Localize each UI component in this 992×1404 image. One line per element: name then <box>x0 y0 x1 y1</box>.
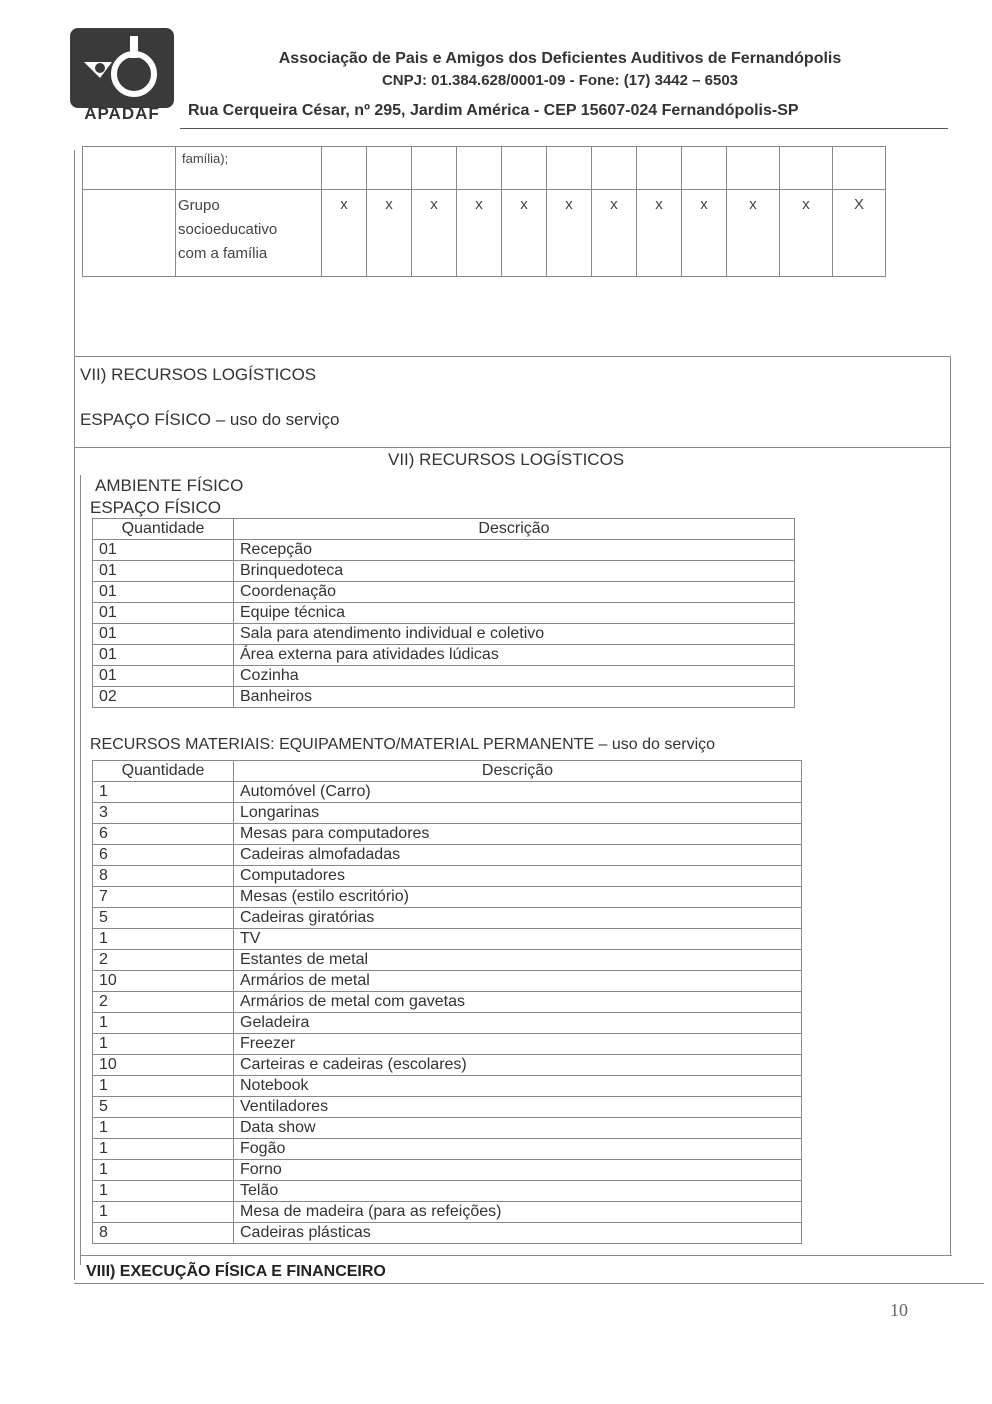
quantity-cell: 8 <box>93 1223 234 1244</box>
espaco-label: ESPAÇO FÍSICO <box>90 498 221 517</box>
table-row <box>93 561 795 582</box>
quantity-header: Quantidade <box>93 519 234 540</box>
description-header: Descrição <box>234 761 802 782</box>
frame-bottom-border <box>80 1255 952 1256</box>
description-cell: Estantes de metal <box>234 950 802 971</box>
table-row <box>93 645 795 666</box>
physical-space-rows <box>93 540 795 708</box>
description-cell: Longarinas <box>234 803 802 824</box>
description-cell: Notebook <box>234 1076 802 1097</box>
table-row <box>93 1097 802 1118</box>
quantity-cell: 1 <box>93 1034 234 1055</box>
frame-left-border <box>80 475 81 1265</box>
quantity-cell: 1 <box>93 1139 234 1160</box>
section-title: VII) RECURSOS LOGÍSTICOS <box>80 365 317 384</box>
description-cell: Mesa de madeira (para as refeições) <box>234 1202 802 1223</box>
month-mark: x <box>502 190 547 277</box>
materials-rows <box>93 782 802 1244</box>
description-cell: Equipe técnica <box>234 603 795 624</box>
description-cell: Cadeiras plásticas <box>234 1223 802 1244</box>
table-row <box>93 887 802 908</box>
quantity-cell: 8 <box>93 866 234 887</box>
header-divider <box>180 128 948 129</box>
table-row <box>93 687 795 708</box>
quantity-cell: 01 <box>93 666 234 687</box>
description-cell: Mesas para computadores <box>234 824 802 845</box>
apadaf-logo <box>70 28 174 108</box>
table-row <box>93 624 795 645</box>
table-row <box>83 147 886 190</box>
month-mark: x <box>727 190 780 277</box>
quantity-cell: 01 <box>93 561 234 582</box>
quantity-cell: 02 <box>93 687 234 708</box>
physical-space-table <box>92 518 795 708</box>
ambiente-label: AMBIENTE FÍSICO <box>95 476 244 495</box>
table-row <box>93 908 802 929</box>
quantity-cell: 1 <box>93 1160 234 1181</box>
table-header-row <box>93 761 802 782</box>
description-cell: Armários de metal <box>234 971 802 992</box>
description-cell: Ventiladores <box>234 1097 802 1118</box>
quantity-cell: 10 <box>93 1055 234 1076</box>
page-left-border <box>74 150 75 1280</box>
month-mark: x <box>592 190 637 277</box>
table-row <box>93 866 802 887</box>
month-mark: x <box>457 190 502 277</box>
month-mark: x <box>412 190 457 277</box>
table-row <box>93 950 802 971</box>
month-mark: x <box>637 190 682 277</box>
quantity-cell: 01 <box>93 624 234 645</box>
table-row <box>93 971 802 992</box>
description-cell: Forno <box>234 1160 802 1181</box>
quantity-cell: 1 <box>93 1013 234 1034</box>
description-cell: Coordenação <box>234 582 795 603</box>
table-row <box>93 1139 802 1160</box>
table-row <box>93 1055 802 1076</box>
description-cell: Cozinha <box>234 666 795 687</box>
quantity-cell: 2 <box>93 992 234 1013</box>
month-mark: x <box>367 190 412 277</box>
quantity-cell: 1 <box>93 782 234 803</box>
quantity-cell: 01 <box>93 582 234 603</box>
quantity-cell: 01 <box>93 540 234 561</box>
page-number: 10 <box>890 1300 908 1320</box>
quantity-cell: 01 <box>93 645 234 666</box>
description-cell: Computadores <box>234 866 802 887</box>
description-cell: Mesas (estilo escritório) <box>234 887 802 908</box>
table-row <box>93 803 802 824</box>
table-row <box>93 666 795 687</box>
section8-underline <box>74 1283 984 1284</box>
quantity-cell: 1 <box>93 1076 234 1097</box>
table-row <box>83 190 886 277</box>
org-name: Associação de Pais e Amigos dos Deficientes Auditivos de Fernandópolis <box>278 50 842 67</box>
table-row <box>93 1076 802 1097</box>
quantity-cell: 6 <box>93 824 234 845</box>
materials-table <box>92 760 802 1244</box>
table-row <box>93 992 802 1013</box>
logo-emblem-icon <box>70 28 174 108</box>
month-mark: x <box>322 190 367 277</box>
table-row <box>93 1118 802 1139</box>
table-row <box>93 1013 802 1034</box>
table-row <box>93 540 795 561</box>
table-row <box>93 929 802 950</box>
description-cell: Cadeiras giratórias <box>234 908 802 929</box>
table-row <box>93 1181 802 1202</box>
activity-label: família); <box>182 151 229 166</box>
quantity-cell: 7 <box>93 887 234 908</box>
table-row <box>93 582 795 603</box>
description-cell: Geladeira <box>234 1013 802 1034</box>
cnpj-phone: CNPJ: 01.384.628/0001-09 - Fone: (17) 3442 – 6503 <box>381 72 739 89</box>
description-cell: TV <box>234 929 802 950</box>
description-cell: Brinquedoteca <box>234 561 795 582</box>
table-row <box>93 824 802 845</box>
description-cell: Fogão <box>234 1139 802 1160</box>
quantity-cell: 2 <box>93 950 234 971</box>
activity-label: Grupo socioeducativo com a família <box>178 197 278 262</box>
quantity-cell: 1 <box>93 929 234 950</box>
quantity-header: Quantidade <box>93 761 234 782</box>
description-cell: Telão <box>234 1181 802 1202</box>
description-cell: Sala para atendimento individual e coletivo <box>234 624 795 645</box>
table-row <box>93 1160 802 1181</box>
description-cell: Cadeiras almofadadas <box>234 845 802 866</box>
quantity-cell: 10 <box>93 971 234 992</box>
month-mark: x <box>682 190 727 277</box>
table-row <box>93 1034 802 1055</box>
section-title-repeat: VII) RECURSOS LOGÍSTICOS <box>388 450 625 469</box>
description-cell: Recepção <box>234 540 795 561</box>
table-row <box>93 845 802 866</box>
month-mark: x <box>780 190 833 277</box>
section8-title: VIII) EXECUÇÃO FÍSICA E FINANCEIRO <box>86 1263 386 1280</box>
quantity-cell: 3 <box>93 803 234 824</box>
quantity-cell: 01 <box>93 603 234 624</box>
address: Rua Cerqueira César, nº 295, Jardim América - CEP 15607-024 Fernandópolis-SP <box>188 102 799 119</box>
table-header-row <box>93 519 795 540</box>
logo-text: APADAF <box>84 104 160 123</box>
table-row <box>93 1223 802 1244</box>
month-mark: x <box>547 190 592 277</box>
quantity-cell: 1 <box>93 1202 234 1223</box>
quantity-cell: 5 <box>93 1097 234 1118</box>
description-cell: Freezer <box>234 1034 802 1055</box>
table-row <box>93 1202 802 1223</box>
table-row <box>93 782 802 803</box>
description-cell: Data show <box>234 1118 802 1139</box>
description-cell: Armários de metal com gavetas <box>234 992 802 1013</box>
quantity-cell: 5 <box>93 908 234 929</box>
activity-schedule-table <box>82 146 886 277</box>
description-cell: Carteiras e cadeiras (escolares) <box>234 1055 802 1076</box>
description-cell: Área externa para atividades lúdicas <box>234 645 795 666</box>
materials-title: RECURSOS MATERIAIS: EQUIPAMENTO/MATERIAL PERMANENTE – uso do serviço <box>90 736 716 753</box>
quantity-cell: 6 <box>93 845 234 866</box>
description-cell: Banheiros <box>234 687 795 708</box>
quantity-cell: 1 <box>93 1118 234 1139</box>
description-header: Descrição <box>234 519 795 540</box>
description-cell: Automóvel (Carro) <box>234 782 802 803</box>
quantity-cell: 1 <box>93 1181 234 1202</box>
frame-right-border <box>950 446 951 1256</box>
month-mark: X <box>833 190 886 277</box>
table-row <box>93 603 795 624</box>
section-subtitle: ESPAÇO FÍSICO – uso do serviço <box>80 410 340 429</box>
